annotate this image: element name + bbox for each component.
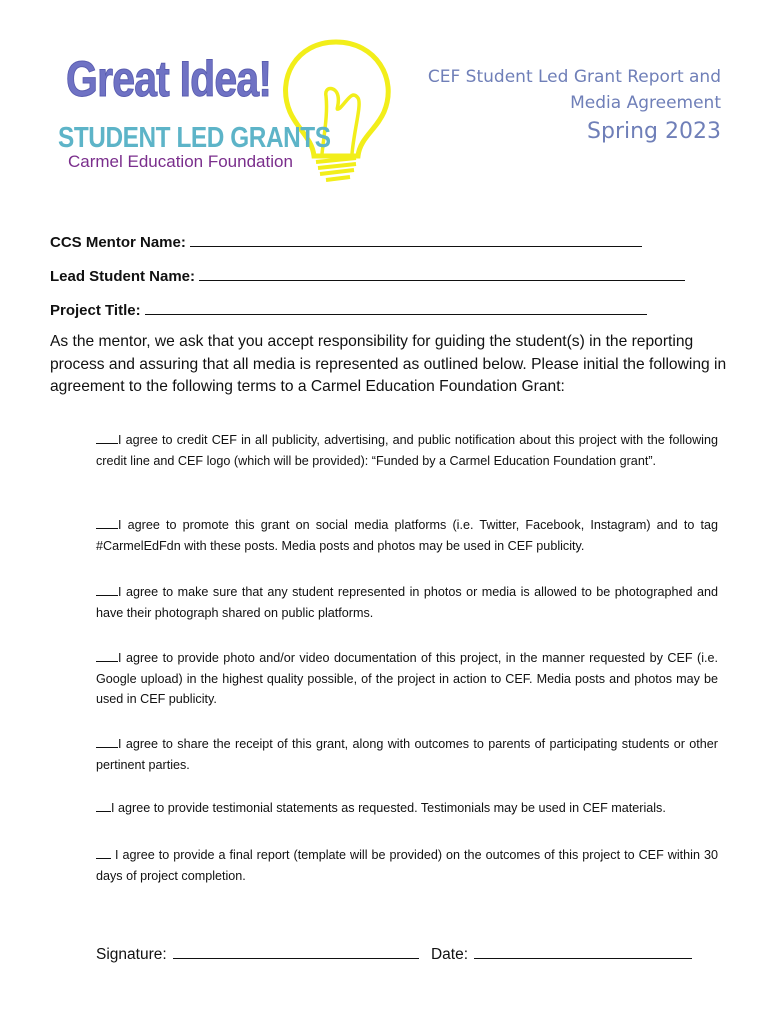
initial-blank[interactable] [96, 518, 118, 529]
signature-row [96, 944, 692, 964]
signature-label: Signature: [96, 946, 167, 963]
term-item: I agree to credit CEF in all publicity, advertising, and public notification about this project with the following credit line and CEF logo (which will be provided): “Funded by a Carmel Education Foundation grant”. [96, 433, 718, 468]
date-label: Date: [430, 946, 469, 963]
project-title-label: Project Title: [50, 302, 141, 319]
cef-logo [56, 34, 376, 184]
header-title-line2: Media Agreement [570, 93, 721, 113]
term-item: I agree to provide testimonial statements as requested. Testimonials may be used in CEF materials. [96, 798, 718, 819]
initial-blank[interactable] [96, 651, 118, 662]
term-item: I agree to promote this grant on social media platforms (i.e. Twitter, Facebook, Instagram) and to tag #CarmelEdFdn with these posts. Media posts and photos may be used in CEF publicity. [96, 518, 718, 553]
term-item: I agree to provide photo and/or video documentation of this project, in the manner requested by CEF (i.e. Google upload) in the highest quality possible, of the project in action to CEF. Media posts and photos may be used in CEF publicity. [96, 651, 718, 706]
mentor-name-field [50, 232, 642, 251]
lead-student-field [50, 266, 685, 285]
header-title-line1: CEF Student Led Grant Report and [427, 67, 721, 87]
initial-blank[interactable] [96, 433, 118, 444]
lead-student-input-line[interactable] [199, 266, 685, 281]
signature-input-line[interactable] [173, 944, 419, 959]
intro-paragraph: As the mentor, we ask that you accept responsibility for guiding the student(s) in the reporting process and assuring that all media is represented as outlined below. Please initial the following in agreement to the following terms to a Carmel Education Foundation Grant: [50, 333, 727, 395]
lead-student-label: Lead Student Name: [50, 268, 196, 285]
project-title-input-line[interactable] [145, 300, 647, 315]
header-term: Spring 2023 [587, 119, 721, 144]
term-item: I agree to provide a final report (template will be provided) on the outcomes of this project to CEF within 30 days of project completion. [96, 848, 718, 883]
initial-blank[interactable] [96, 848, 111, 859]
term-item: I agree to share the receipt of this grant, along with outcomes to parents of participating students or other pertinent parties. [96, 737, 718, 772]
initial-blank[interactable] [96, 585, 118, 596]
initial-blank[interactable] [96, 737, 118, 748]
initial-blank[interactable] [96, 801, 111, 812]
term-item: I agree to make sure that any student represented in photos or media is allowed to be photographed and have their photograph shared on public platforms. [96, 585, 718, 620]
mentor-name-input-line[interactable] [190, 232, 642, 247]
project-title-field [50, 300, 647, 319]
logo-title: Great Idea! [66, 51, 272, 107]
logo-org: Carmel Education Foundation [68, 152, 293, 171]
mentor-name-label: CCS Mentor Name: [50, 234, 186, 251]
logo-subtitle: STUDENT LED GRANTS [58, 122, 331, 154]
date-input-line[interactable] [474, 944, 692, 959]
